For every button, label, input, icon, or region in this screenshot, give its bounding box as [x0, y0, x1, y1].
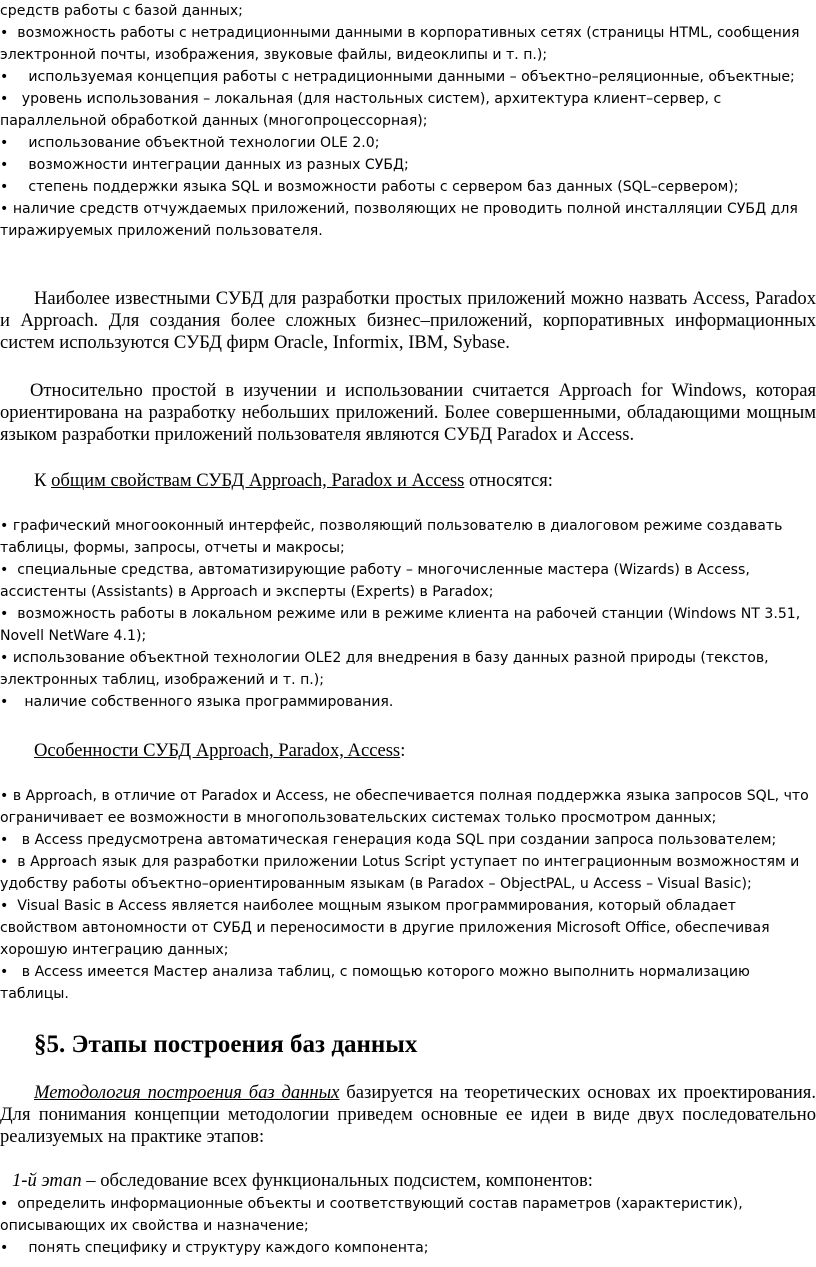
list-item: • специальные средства, автоматизирующие работу – многочисленные мастера (Wizards) в Access, ассистенты (Assistants) в Approach и эксперты (Experts) в Paradox;	[0, 559, 816, 603]
bullet-icon: •	[0, 135, 9, 151]
list-item: • степень поддержки языка SQL и возможности работы с сервером баз данных (SQL–сервером);	[0, 176, 816, 198]
stage-1-list	[0, 1193, 816, 1259]
list-item: • использование объектной технологии OLE2 для внедрения в базу данных разной природы (текстов, электронных таблиц, изображений и т. п.);	[0, 647, 816, 691]
stage-1-heading: 1-й этап – обследование всех функциональных подсистем, компонентов:	[12, 1170, 593, 1191]
list-item: • Visual Basic в Access является наиболее мощным языком программирования, который обладает свойством автономности от СУБД и переносимости в другие приложения Microsoft Office, обеспечивая хорошую интеграцию данных;	[0, 895, 816, 961]
list-item: • в Access предусмотрена автоматическая генерация кода SQL при создании запроса пользователем;	[0, 829, 816, 851]
bullet-icon: •	[0, 518, 9, 534]
common-properties-list	[0, 515, 816, 713]
bullet-icon: •	[0, 157, 9, 173]
paragraph-approach: Относительно простой в изучении и использовании считается Approach for Windows, которая ориентирована на разработку небольших приложений. Более совершенными, обладающими мощным языком разработки приложений пользователя являются СУБД Paradox и Access.	[0, 380, 816, 445]
list-item: • наличие средств отчуждаемых приложений, позволяющих не проводить полной инсталляции СУБД для тиражируемых приложений пользователя.	[0, 198, 816, 242]
paragraph-methodology: Методология построения баз данных базируется на теоретических основах их проектирования. Для понимания концепции методологии приведем основные ее идеи в виде двух последовательно реализуемых на практике этапов:	[0, 1082, 816, 1147]
list-item: • в Access имеется Мастер анализа таблиц, с помощью которого можно выполнить нормализацию таблицы.	[0, 961, 816, 1005]
bullet-icon: •	[0, 69, 9, 85]
list-item: • возможность работы в локальном режиме или в режиме клиента на рабочей станции (Windows NT 3.51, Novell NetWare 4.1);	[0, 603, 816, 647]
bullet-icon: •	[0, 91, 9, 107]
features-list	[0, 785, 816, 1005]
section-title: §5. Этапы построения баз данных	[34, 1031, 418, 1058]
list-item: • возможности интеграции данных из разных СУБД;	[0, 154, 816, 176]
bullet-icon: •	[0, 788, 9, 804]
bullet-icon: •	[0, 25, 9, 41]
list-item: • в Approach, в отличие от Paradox и Access, не обеспечивается полная поддержка языка запросов SQL, что ограничивает ее возможности в многопользовательских системах только просмотром данных;	[0, 785, 816, 829]
list-item: • определить информационные объекты и соответствующий состав параметров (характеристик), описывающих их свойства и назначение;	[0, 1193, 816, 1237]
features-heading: Особенности СУБД Approach, Paradox, Access:	[34, 740, 406, 761]
list-item: • использование объектной технологии OLE 2.0;	[0, 132, 816, 154]
bullet-icon: •	[0, 606, 9, 622]
paragraph-popular-dbms: Наиболее известными СУБД для разработки простых приложений можно назвать Access, Paradox и Approach. Для создания более сложных бизнес–приложений, корпоративных информационных систем используются СУБД фирм Oracle, Informix, IBM, Sybase.	[0, 288, 816, 353]
common-properties-heading: К общим свойствам СУБД Approach, Paradox и Access относятся:	[34, 470, 553, 491]
top-bullet-list	[0, 0, 816, 242]
list-item: • в Approach язык для разработки приложении Lotus Script уступает по интеграционным возможностям и удобству работы объектно–ориентированным языкам (в Paradox – ObjectPAL, u Access – Visual Basic);	[0, 851, 816, 895]
list-item: средств работы с базой данных;	[0, 3, 243, 19]
bullet-icon: •	[0, 1196, 9, 1212]
list-item: • понять специфику и структуру каждого компонента;	[0, 1237, 816, 1259]
bullet-icon: •	[0, 964, 9, 980]
bullet-icon: •	[0, 854, 9, 870]
bullet-icon: •	[0, 1240, 9, 1256]
list-item: • уровень использования – локальная (для настольных систем), архитектура клиент–сервер, с параллельной обработкой данных (многопроцессорная);	[0, 88, 816, 132]
bullet-icon: •	[0, 832, 9, 848]
list-item: • используемая концепция работы с нетрадиционными данными – объектно–реляционные, объектные;	[0, 66, 816, 88]
list-item: • графический многооконный интерфейс, позволяющий пользователю в диалоговом режиме создавать таблицы, формы, запросы, отчеты и макросы;	[0, 515, 816, 559]
bullet-icon: •	[0, 898, 9, 914]
bullet-icon: •	[0, 650, 9, 666]
list-item: • наличие собственного языка программирования.	[0, 691, 816, 713]
bullet-icon: •	[0, 694, 9, 710]
bullet-icon: •	[0, 201, 9, 217]
list-item: • возможность работы с нетрадиционными данными в корпоративных сетях (страницы HTML, сообщения электронной почты, изображения, звуковые файлы, видеоклипы и т. п.);	[0, 22, 816, 66]
bullet-icon: •	[0, 562, 9, 578]
bullet-icon: •	[0, 179, 9, 195]
